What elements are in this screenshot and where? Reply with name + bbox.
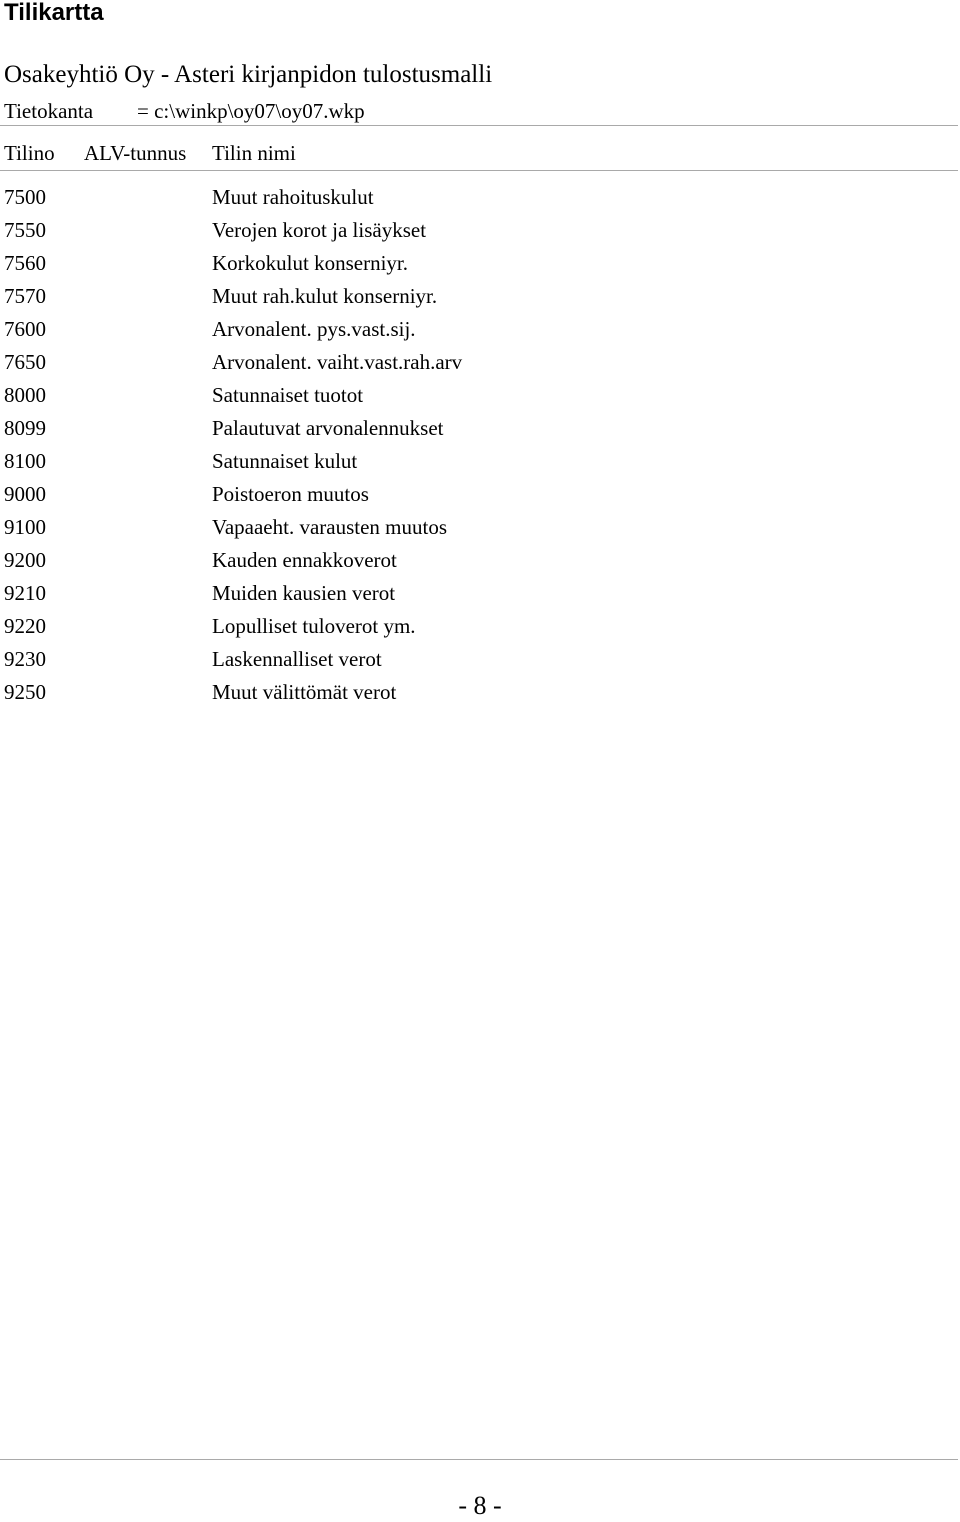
account-name: Verojen korot ja lisäykset [212, 218, 427, 242]
header-top-divider [0, 125, 958, 126]
account-number: 7560 [4, 251, 46, 275]
table-row [0, 645, 960, 678]
table-row [0, 216, 960, 249]
account-number: 7500 [4, 185, 46, 209]
header-bottom-divider [0, 170, 958, 171]
footer-divider [0, 1459, 958, 1460]
account-number: 9220 [4, 614, 46, 638]
table-row [0, 678, 960, 711]
account-name: Muut välittömät verot [212, 680, 397, 704]
page-title: Tilikartta [4, 0, 104, 26]
table-row [0, 447, 960, 480]
table-row [0, 414, 960, 447]
account-number: 7550 [4, 218, 46, 242]
account-number: 9200 [4, 548, 46, 572]
account-number: 9250 [4, 680, 46, 704]
account-list [0, 183, 960, 711]
table-row [0, 612, 960, 645]
account-number: 9100 [4, 515, 46, 539]
database-row [4, 97, 954, 125]
account-name: Satunnaiset kulut [212, 449, 358, 473]
table-row [0, 348, 960, 381]
account-name: Laskennalliset verot [212, 647, 382, 671]
account-number: 8100 [4, 449, 46, 473]
account-number: 9000 [4, 482, 46, 506]
account-name: Muiden kausien verot [212, 581, 396, 605]
table-row [0, 183, 960, 216]
table-row [0, 315, 960, 348]
column-header-vat-code: ALV-tunnus [84, 141, 187, 165]
account-name: Poistoeron muutos [212, 482, 369, 506]
account-number: 7570 [4, 284, 46, 308]
account-number: 8099 [4, 416, 46, 440]
account-name: Muut rahoituskulut [212, 185, 374, 209]
account-name: Muut rah.kulut konserniyr. [212, 284, 438, 308]
account-number: 7600 [4, 317, 46, 341]
account-number: 8000 [4, 383, 46, 407]
table-row [0, 513, 960, 546]
account-number: 9230 [4, 647, 46, 671]
column-header-account-number: Tilino [4, 141, 55, 165]
account-name: Palautuvat arvonalennukset [212, 416, 444, 440]
database-path: = c:\winkp\oy07\oy07.wkp [137, 99, 365, 123]
account-number: 9210 [4, 581, 46, 605]
table-row [0, 546, 960, 579]
table-row [0, 282, 960, 315]
database-label: Tietokanta [4, 99, 94, 123]
page-number: - 8 - [458, 1491, 502, 1520]
account-name: Arvonalent. pys.vast.sij. [212, 317, 416, 341]
table-row [0, 249, 960, 282]
table-row [0, 480, 960, 513]
account-name: Arvonalent. vaiht.vast.rah.arv [212, 350, 463, 374]
account-name: Satunnaiset tuotot [212, 383, 364, 407]
account-number: 7650 [4, 350, 46, 374]
account-name: Korkokulut konserniyr. [212, 251, 408, 275]
account-name: Kauden ennakkoverot [212, 548, 397, 572]
table-row [0, 381, 960, 414]
account-name: Lopulliset tuloverot ym. [212, 614, 416, 638]
account-name: Vapaaeht. varausten muutos [212, 515, 448, 539]
company-report-line: Osakeyhtiö Oy - Asteri kirjanpidon tulostusmalli [4, 61, 493, 88]
table-row [0, 579, 960, 612]
column-header-account-name: Tilin nimi [212, 141, 296, 165]
